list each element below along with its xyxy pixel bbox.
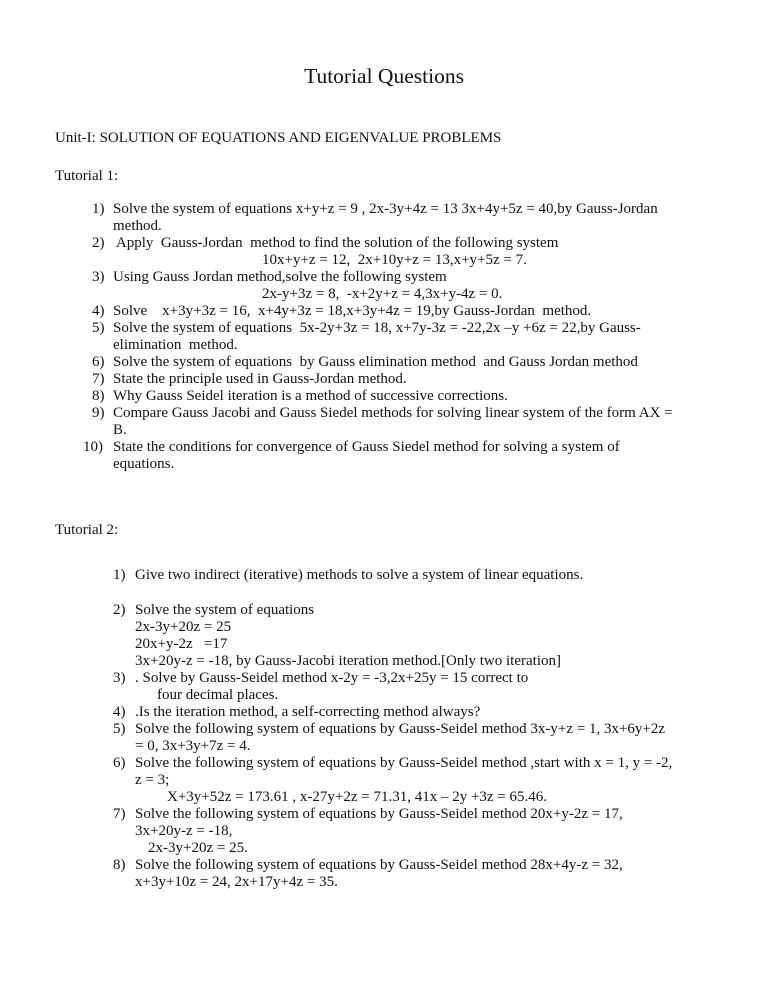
question-text: Solve the system of equations by Gauss elimination method and Gauss Jordan method	[113, 354, 638, 370]
question-text: Compare Gauss Jacobi and Gauss Siedel methods for solving linear system of the form AX =	[113, 405, 673, 421]
question-text: Solve x+3y+3z = 16, x+4y+3z = 18,x+3y+4z = 19,by Gauss-Jordan method.	[113, 303, 592, 319]
question-text: Give two indirect (iterative) methods to solve a system of linear equations.	[135, 567, 584, 583]
question-text: Solve the following system of equations by Gauss-Seidel method 3x-y+z = 1, 3x+6y+2z	[135, 721, 666, 737]
question-number: 9)	[92, 405, 105, 421]
question-text: Apply Gauss-Jordan method to find the solution of the following system	[113, 235, 559, 251]
question-text: Solve the system of equations 5x-2y+3z = 18, x+7y-3z = -22,2x –y +6z = 22,by Gauss-	[113, 320, 641, 336]
question-number: 3)	[92, 269, 105, 285]
question-text: method.	[113, 218, 162, 234]
page-title: Tutorial Questions	[304, 64, 464, 88]
question-text: elimination method.	[113, 337, 238, 353]
tutorial-2-heading: Tutorial 2:	[55, 522, 119, 538]
equation-line: 2x-3y+20z = 25	[135, 619, 232, 635]
question-number: 4)	[113, 704, 126, 720]
question-text: four decimal places.	[157, 687, 279, 703]
equation-line: 10x+y+z = 12, 2x+10y+z = 13,x+y+5z = 7.	[262, 252, 527, 268]
question-text: Solve the following system of equations by Gauss-Seidel method 28x+4y-z = 32,	[135, 857, 623, 873]
tutorial-1-heading: Tutorial 1:	[55, 168, 119, 184]
equation-line: 3x+20y-z = -18,	[135, 823, 233, 839]
question-text: Why Gauss Seidel iteration is a method of successive corrections.	[113, 388, 508, 404]
question-number: 10)	[83, 439, 103, 455]
question-number: 7)	[113, 806, 126, 822]
equation-line: 3x+20y-z = -18, by Gauss-Jacobi iteration method.[Only two iteration]	[135, 653, 561, 669]
question-text: Solve the following system of equations by Gauss-Seidel method 20x+y-2z = 17,	[135, 806, 623, 822]
question-number: 5)	[113, 721, 126, 737]
question-number: 2)	[113, 602, 126, 618]
question-text: equations.	[113, 456, 175, 472]
question-number: 2)	[92, 235, 105, 251]
question-text: . Solve by Gauss-Seidel method x-2y = -3,2x+25y = 15 correct to	[135, 670, 529, 686]
question-text: Solve the system of equations x+y+z = 9 , 2x-3y+4z = 13 3x+4y+5z = 40,by Gauss-Jordan	[113, 201, 658, 217]
question-number: 3)	[113, 670, 126, 686]
equation-line: X+3y+52z = 173.61 , x-27y+2z = 71.31, 41x – 2y +3z = 65.46.	[167, 789, 548, 805]
question-text: State the principle used in Gauss-Jordan method.	[113, 371, 407, 387]
question-number: 1)	[113, 567, 126, 583]
equation-line: x+3y+10z = 24, 2x+17y+4z = 35.	[135, 874, 338, 890]
question-number: 5)	[92, 320, 105, 336]
question-number: 8)	[92, 388, 105, 404]
question-text: Using Gauss Jordan method,solve the following system	[113, 269, 447, 285]
question-number: 6)	[92, 354, 105, 370]
question-number: 6)	[113, 755, 126, 771]
question-text: = 0, 3x+3y+7z = 4.	[135, 738, 251, 754]
question-number: 8)	[113, 857, 126, 873]
question-number: 1)	[92, 201, 105, 217]
question-text: .Is the iteration method, a self-correcting method always?	[135, 704, 481, 720]
question-text: B.	[113, 422, 127, 438]
unit-heading: Unit-I: SOLUTION OF EQUATIONS AND EIGENVALUE PROBLEMS	[55, 130, 502, 146]
equation-line: 2x-y+3z = 8, -x+2y+z = 4,3x+y-4z = 0.	[262, 286, 503, 302]
question-text: State the conditions for convergence of Gauss Siedel method for solving a system of	[113, 439, 620, 455]
question-text: Solve the following system of equations by Gauss-Seidel method ,start with x = 1, y = -2,	[135, 755, 673, 771]
question-number: 7)	[92, 371, 105, 387]
equation-line: 2x-3y+20z = 25.	[148, 840, 248, 856]
question-number: 4)	[92, 303, 105, 319]
equation-line: 20x+y-2z =17	[135, 636, 228, 652]
question-text: z = 3;	[135, 772, 170, 788]
question-text: Solve the system of equations	[135, 602, 315, 618]
